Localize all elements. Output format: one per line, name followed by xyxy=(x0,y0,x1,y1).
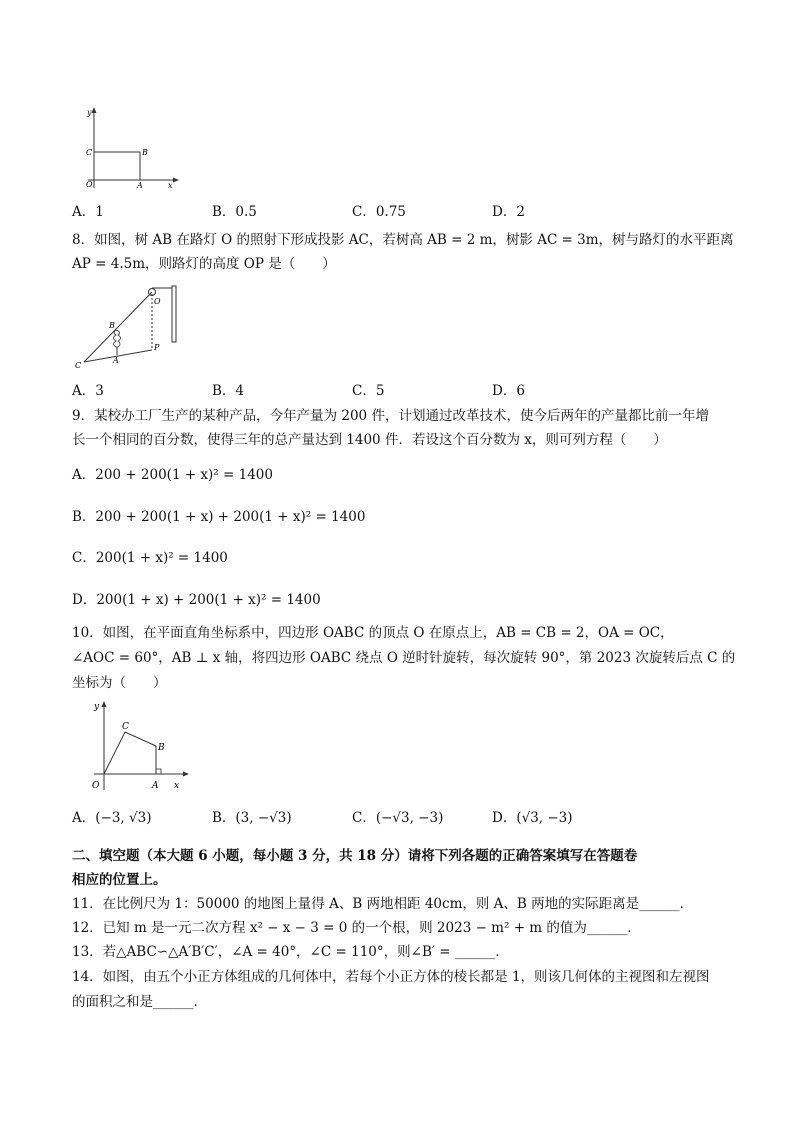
q8-option-a: A．3 xyxy=(72,383,104,399)
q10-label-a: A xyxy=(152,781,159,791)
q8-option-c: C．5 xyxy=(352,383,385,399)
q8-stem-line1: 8．如图，树 AB 在路灯 O 的照射下形成投影 AC，若树高 AB = 2 m，树影 AC = 3m，树与路灯的水平距离 xyxy=(72,232,734,248)
q9-stem-line2: 长一个相同的百分数，使得三年的总产量达到 1400 件．若设这个百分数为 x，则可列方程（ ） xyxy=(72,432,667,448)
q7-option-b: B．0.5 xyxy=(212,204,257,220)
q10-option-d: D．(√3, −3) xyxy=(492,810,573,826)
q12-text: 12．已知 m 是一元二次方程 x² − x − 3 = 0 的一个根，则 2023 − m² + m 的值为______． xyxy=(72,920,641,936)
q7-label-o: O xyxy=(86,180,93,189)
q10-stem-line2: ∠AOC = 60°，AB ⊥ x 轴，将四边形 OABC 绕点 O 逆时针旋转，每次旋转 90°，第 2023 次旋转后点 C 的 xyxy=(72,650,736,666)
q9-option-c: C．200(1 + x)² = 1400 xyxy=(72,550,228,566)
q10-label-c: C xyxy=(122,722,129,732)
q9-stem-line1: 9．某校办工厂生产的某种产品，今年产量为 200 件，计划通过改革技术，使今后两年的产量都比前一年增 xyxy=(72,408,709,424)
q8-option-d: D．6 xyxy=(492,383,525,399)
q7-label-c: C xyxy=(86,148,93,157)
q8-figure xyxy=(72,282,182,372)
section-2-heading-line1: 二、填空题（本大题 6 小题，每小题 3 分，共 18 分）请将下列各题的正确答案填写在答题卷 xyxy=(72,848,638,864)
q10-option-b: B．(3, −√3) xyxy=(212,810,292,826)
q8-label-a: A xyxy=(113,356,119,365)
q7-option-a: A．1 xyxy=(72,204,104,220)
q10-stem-line3: 坐标为（ ） xyxy=(72,675,167,691)
q7-label-b: B xyxy=(142,148,148,157)
q10-figure xyxy=(86,698,196,794)
q7-option-d: D．2 xyxy=(492,204,525,220)
q9-option-d: D．200(1 + x) + 200(1 + x)² = 1400 xyxy=(72,592,321,608)
q8-label-p: P xyxy=(154,343,160,352)
q7-option-c: C．0.75 xyxy=(352,204,406,220)
section-2-heading-line2: 相应的位置上。 xyxy=(72,872,167,888)
q10-label-o: O xyxy=(92,781,100,791)
q7-figure xyxy=(82,104,182,192)
q13-text: 13．若△ABC∽△A′B′C′，∠A = 40°，∠C = 110°，则∠B′ = ______． xyxy=(72,944,509,960)
q10-option-c: C．(−√3, −3) xyxy=(352,810,444,826)
q10-option-a: A．(−3, √3) xyxy=(72,810,152,826)
q10-label-x: x xyxy=(174,781,180,791)
q14-stem-line1: 14．如图，由五个小正方体组成的几何体中，若每个小正方体的棱长都是 1，则该几何体的主视图和左视图 xyxy=(72,969,710,985)
q10-label-y: y xyxy=(94,702,100,712)
q11-text: 11．在比例尺为 1：50000 的地图上量得 A、B 两地相距 40cm，则 A、B 两地的实际距离是______． xyxy=(72,896,694,912)
q8-label-b: B xyxy=(109,321,115,330)
q8-stem-line2: AP = 4.5m，则路灯的高度 OP 是（ ） xyxy=(72,256,336,272)
q10-stem-line1: 10．如图，在平面直角坐标系中，四边形 OABC 的顶点 O 在原点上，AB = CB = 2，OA = OC， xyxy=(72,625,674,641)
q7-label-y: y xyxy=(87,108,92,117)
q8-label-o: O xyxy=(154,297,161,306)
q10-label-b: B xyxy=(158,743,165,753)
q8-label-c: C xyxy=(75,361,82,370)
q9-option-b: B．200 + 200(1 + x) + 200(1 + x)² = 1400 xyxy=(72,509,366,525)
q14-stem-line2: 的面积之和是______． xyxy=(72,994,207,1010)
q7-label-x: x xyxy=(168,181,173,190)
q7-label-a: A xyxy=(137,181,143,190)
q8-option-b: B．4 xyxy=(212,383,245,399)
q9-option-a: A．200 + 200(1 + x)² = 1400 xyxy=(72,467,273,483)
